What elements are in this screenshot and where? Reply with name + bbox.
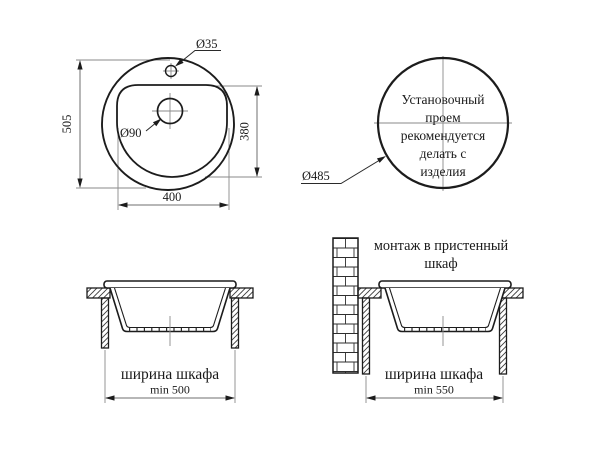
dim-505-arrow-down: [77, 179, 82, 189]
dim-380-arrow-up: [254, 86, 259, 96]
dim-380-value: 380: [237, 122, 252, 141]
cutout-view: [301, 56, 512, 191]
cutout-note-line-5: изделия: [420, 164, 466, 179]
cutout-note-line-4: делать с: [419, 146, 467, 161]
dim-400-value: 400: [162, 190, 182, 204]
cabinet-wall-right-2: [500, 298, 507, 374]
cabinet-min-width: min 500: [150, 382, 190, 397]
cabinet-wall-left-2: [363, 298, 370, 374]
dim-550-arrow-left: [366, 395, 376, 400]
cabinet-width-label-2: ширина шкафа: [384, 366, 484, 383]
wall-mount-note-line-1: монтаж в пристенный: [373, 238, 509, 254]
tap-hole-label: Ø35: [196, 37, 218, 51]
countertop-left: [87, 288, 110, 298]
dim-380-arrow-down: [254, 168, 259, 178]
dim-400-arrow-left: [118, 202, 128, 207]
cabinet-wall-left: [102, 298, 109, 348]
wall-mount-note-line-2: шкаф: [424, 256, 458, 272]
cabinet-width-label: ширина шкафа: [120, 366, 220, 383]
dim-550-arrow-right: [494, 395, 504, 400]
section-standard-cabinet: [87, 281, 253, 403]
dim-505-arrow-up: [77, 60, 82, 70]
dim-500-arrow-right: [226, 395, 236, 400]
cutout-note-line-2: проем: [425, 110, 461, 125]
sink-flange: [104, 281, 236, 288]
brick-wall: [333, 238, 358, 373]
dim-400-arrow-right: [220, 202, 230, 207]
cabinet-wall-right: [232, 298, 239, 348]
countertop-left-wall: [358, 288, 381, 298]
section-wall-cabinet: [333, 238, 523, 403]
countertop-right: [230, 288, 253, 298]
drain-label: Ø90: [120, 126, 142, 140]
top-view-sink: [60, 37, 262, 210]
bowl-section-outer-2: [385, 288, 505, 332]
dim-500-arrow-left: [105, 395, 115, 400]
cutout-note-line-1: Установочный: [401, 92, 485, 107]
cabinet-min-width-2: min 550: [414, 382, 454, 397]
cutout-note-line-3: рекомендуется: [400, 128, 486, 143]
dim-505-value: 505: [60, 114, 74, 134]
sink-flange-2: [379, 281, 511, 288]
cutout-diameter-label: Ø485: [302, 169, 330, 183]
